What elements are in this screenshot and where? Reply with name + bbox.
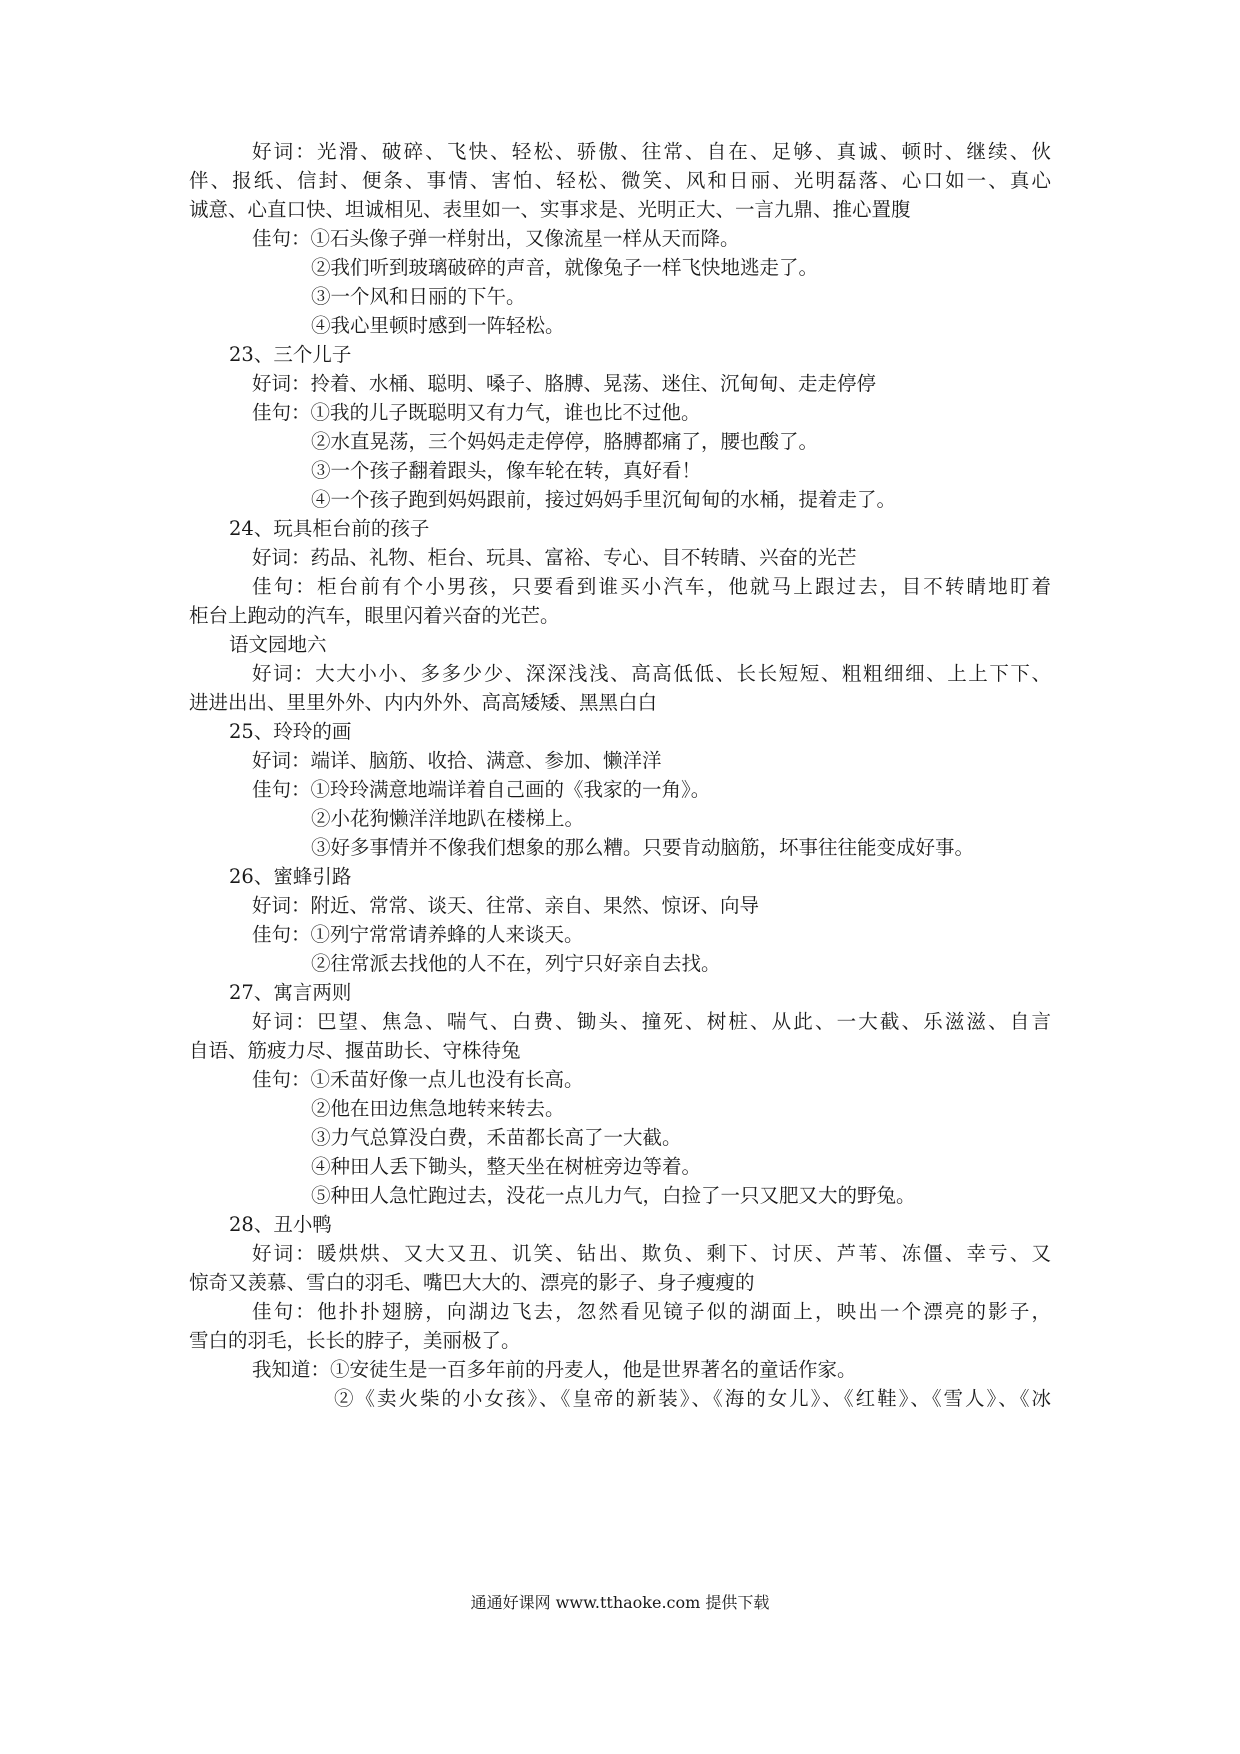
text-line: 好词：巴望、焦急、喘气、白费、锄头、撞死、树桩、从此、一大截、乐滋滋、自言 [252, 1010, 1051, 1033]
text-line: 自语、筋疲力尽、揠苗助长、守株待兔 [189, 1039, 521, 1062]
section-23-sentence-2: ②水直晃荡，三个妈妈走走停停，胳膊都痛了，腰也酸了。 [311, 430, 819, 453]
section-26-sentence-1: 佳句：①列宁常常请养蜂的人来谈天。 [252, 923, 584, 946]
section-24-good-words: 好词：药品、礼物、柜台、玩具、富裕、专心、目不转睛、兴奋的光芒 [252, 546, 857, 569]
section-23-sentence-3: ③一个孩子翻着跟头，像车轮在转，真好看！ [311, 459, 702, 482]
section-22-sentence-2: ②我们听到玻璃破碎的声音，就像兔子一样飞快地逃走了。 [311, 256, 819, 279]
section-27-good-words [252, 1009, 1051, 1035]
section-28-i-know-1: 我知道：①安徒生是一百多年前的丹麦人，他是世界著名的童话作家。 [252, 1358, 857, 1381]
section-27-sentence-2: ②他在田边焦急地转来转去。 [311, 1097, 565, 1120]
section-28-good-words [252, 1241, 1051, 1267]
text-line: 雪白的羽毛，长长的脖子，美丽极了。 [189, 1329, 521, 1352]
text-line: 佳句：柜台前有个小男孩，只要看到谁买小汽车，他就马上跟过去，目不转睛地盯着 [252, 575, 1051, 598]
section-24-sentence [252, 574, 1051, 600]
section-27-sentence-4: ④种田人丢下锄头，整天坐在树桩旁边等着。 [311, 1155, 702, 1178]
section-26-sentence-2: ②往常派去找他的人不在，列宁只好亲自去找。 [311, 952, 721, 975]
text-line: 诚意、心直口快、坦诚相见、表里如一、实事求是、光明正大、一言九鼎、推心置腹 [189, 198, 911, 221]
page-footer: 通通好课网 www.tthaoke.com 提供下载 [470, 1593, 770, 1612]
section-27-sentence-5: ⑤种田人急忙跑过去，没花一点儿力气，白捡了一只又肥又大的野兔。 [311, 1184, 916, 1207]
section-25-sentence-1: 佳句：①玲玲满意地端详着自己画的《我家的一角》。 [252, 778, 711, 801]
text-line-wrap [189, 168, 1051, 194]
section-22-sentence-4: ④我心里顿时感到一阵轻松。 [311, 314, 565, 337]
section-23-good-words: 好词：拎着、水桶、聪明、嗓子、胳膊、晃荡、迷住、沉甸甸、走走停停 [252, 372, 877, 395]
text-line: 柜台上跑动的汽车，眼里闪着兴奋的光芒。 [189, 604, 560, 627]
section-23-sentence-4: ④一个孩子跑到妈妈跟前，接过妈妈手里沉甸甸的水桶，提着走了。 [311, 488, 897, 511]
section-23-title: 23、三个儿子 [229, 343, 352, 366]
garden-6-title: 语文园地六 [229, 633, 327, 656]
section-22-sentence-3: ③一个风和日丽的下午。 [311, 285, 526, 308]
section-27-title: 27、寓言两则 [229, 981, 352, 1004]
section-23-sentence-1: 佳句：①我的儿子既聪明又有力气，谁也比不过他。 [252, 401, 701, 424]
section-26-good-words: 好词：附近、常常、谈天、往常、亲自、果然、惊讶、向导 [252, 894, 760, 917]
section-27-sentence-1: 佳句：①禾苗好像一点儿也没有长高。 [252, 1068, 584, 1091]
section-26-title: 26、蜜蜂引路 [229, 865, 352, 888]
text-line: 惊奇又羡慕、雪白的羽毛、嘴巴大大的、漂亮的影子、身子瘦瘦的 [189, 1271, 755, 1294]
text-line: 好词：大大小小、多多少少、深深浅浅、高高低低、长长短短、粗粗细细、上上下下、 [252, 662, 1051, 685]
section-25-sentence-3: ③好多事情并不像我们想象的那么糟。只要肯动脑筋，坏事往往能变成好事。 [311, 836, 975, 859]
section-28-i-know-2 [334, 1386, 1051, 1412]
text-line: 伴、报纸、信封、便条、事情、害怕、轻松、微笑、风和日丽、光明磊落、心口如一、真心 [189, 169, 1051, 192]
section-25-sentence-2: ②小花狗懒洋洋地趴在楼梯上。 [311, 807, 585, 830]
text-line: 进进出出、里里外外、内内外外、高高矮矮、黑黑白白 [189, 691, 658, 714]
section-24-title: 24、玩具柜台前的孩子 [229, 517, 430, 540]
text-line: ②《卖火柴的小女孩》、《皇帝的新装》、《海的女儿》、《红鞋》、《雪人》、《冰 [334, 1387, 1051, 1410]
section-28-sentence [252, 1299, 1051, 1325]
section-25-title: 25、玲玲的画 [229, 720, 352, 743]
text-line: 好词：光滑、破碎、飞快、轻松、骄傲、往常、自在、足够、真诚、顿时、继续、伙 [252, 140, 1051, 163]
section-28-title: 28、丑小鸭 [229, 1213, 332, 1236]
section-22-good-words [252, 139, 1051, 165]
text-line: 佳句：他扑扑翅膀，向湖边飞去，忽然看见镜子似的湖面上，映出一个漂亮的影子， [252, 1300, 1051, 1323]
section-22-sentence-1: 佳句：①石头像子弹一样射出，又像流星一样从天而降。 [252, 227, 740, 250]
section-27-sentence-3: ③力气总算没白费，禾苗都长高了一大截。 [311, 1126, 682, 1149]
section-25-good-words: 好词：端详、脑筋、收拾、满意、参加、懒洋洋 [252, 749, 662, 772]
garden-6-good-words [252, 661, 1051, 687]
text-line: 好词：暖烘烘、又大又丑、讥笑、钻出、欺负、剩下、讨厌、芦苇、冻僵、幸亏、又 [252, 1242, 1051, 1265]
